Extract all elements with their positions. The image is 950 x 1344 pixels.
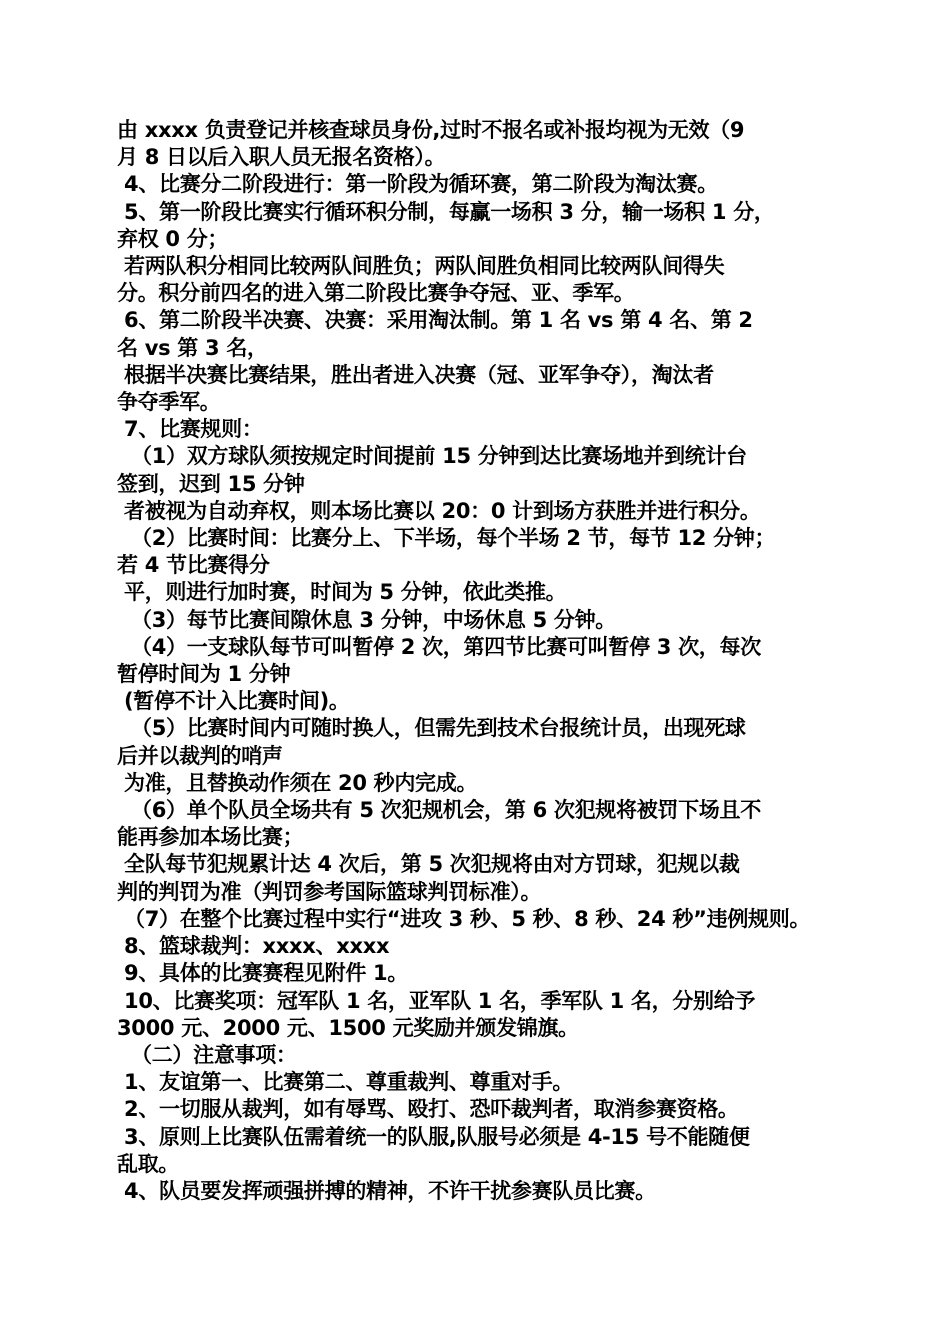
text-line: 若 4 节比赛得分 (117, 553, 270, 578)
text-line: 全队每节犯规累计达 4 次后，第 5 次犯规将由对方罚球，犯规以裁 (117, 852, 740, 877)
text-line: （1）双方球队须按规定时间提前 15 分钟到达比赛场地并到统计台 (117, 444, 747, 469)
text-line: 暂停时间为 1 分钟 (117, 662, 291, 687)
text-line: 能再参加本场比赛； (117, 825, 304, 850)
text-line: 弃权 0 分； (117, 226, 229, 251)
text-line: 后并以裁判的哨声 (117, 743, 283, 768)
text-line: 名 vs 第 3 名， (117, 335, 268, 360)
text-line: 平，则进行加时赛，时间为 5 分钟，依此类推。 (117, 580, 567, 605)
text-line: 9、具体的比赛赛程见附件 1。 (117, 961, 409, 986)
text-line: （二）注意事项： (117, 1042, 297, 1067)
text-line: 根据半决赛比赛结果，胜出者进入决赛（冠、亚军争夺），淘汰者 (117, 362, 714, 387)
text-line: 5、第一阶段比赛实行循环积分制，每赢一场积 3 分，输一场积 1 分， (117, 199, 775, 224)
text-line: 者被视为自动弃权，则本场比赛以 20：0 计到场方获胜并进行积分。 (117, 498, 761, 523)
text-line: 分。积分前四名的进入第二阶段比赛争夺冠、亚、季军。 (117, 281, 635, 306)
text-line: （7）在整个比赛过程中实行“进攻 3 秒、5 秒、8 秒、24 秒”违例规则。 (117, 906, 811, 931)
text-line: 由 xxxx 负责登记并核查球员身份,过时不报名或补报均视为无效（9 (117, 118, 745, 142)
text-line: 月 8 日以后入职人员无报名资格）。 (117, 145, 446, 170)
document-body (117, 117, 842, 1205)
text-line: （4）一支球队每节可叫暂停 2 次，第四节比赛可叫暂停 3 次，每次 (117, 634, 761, 659)
text-line: （5）比赛时间内可随时换人，但需先到技术台报统计员，出现死球 (117, 716, 746, 741)
text-line: 6、第二阶段半决赛、决赛：采用淘汰制。第 1 名 vs 第 4 名、第 2 (117, 308, 753, 333)
text-line: 10、比赛奖项：冠军队 1 名，亚军队 1 名，季军队 1 名，分别给予 (117, 988, 756, 1013)
text-line: 若两队积分相同比较两队间胜负；两队间胜负相同比较两队间得失 (117, 254, 725, 279)
text-line: 7、比赛规则： (117, 417, 263, 442)
text-line: （3）每节比赛间隙休息 3 分钟，中场休息 5 分钟。 (117, 607, 617, 632)
text-line: 8、篮球裁判：xxxx、xxxx (117, 934, 390, 959)
text-line: 3000 元、2000 元、1500 元奖励并颁发锦旗。 (117, 1015, 579, 1040)
text-line: 为准，且替换动作须在 20 秒内完成。 (117, 770, 478, 795)
text-line: （6）单个队员全场共有 5 次犯规机会，第 6 次犯规将被罚下场且不 (117, 798, 761, 823)
text-line: 争夺季军。 (117, 390, 221, 415)
text-line: 3、原则上比赛队伍需着统一的队服,队服号必须是 4-15 号不能随便 (117, 1124, 750, 1149)
text-line: 判的判罚为准（判罚参考国际篮球判罚标准）。 (117, 879, 542, 904)
text-line: 4、队员要发挥顽强拼搏的精神，不许干扰参赛队员比赛。 (117, 1178, 656, 1203)
text-line: 签到，迟到 15 分钟 (117, 471, 305, 496)
text-line: 乱取。 (117, 1151, 180, 1176)
text-line: (暂停不计入比赛时间)。 (117, 689, 350, 714)
text-line: （2）比赛时间：比赛分上、下半场，每个半场 2 节，每节 12 分钟； (117, 526, 776, 551)
text-line: 2、一切服从裁判，如有辱骂、殴打、恐吓裁判者，取消参赛资格。 (117, 1097, 739, 1122)
text-line: 1、友谊第一、比赛第二、尊重裁判、尊重对手。 (117, 1070, 574, 1095)
text-line: 4、比赛分二阶段进行：第一阶段为循环赛，第二阶段为淘汰赛。 (117, 172, 718, 197)
